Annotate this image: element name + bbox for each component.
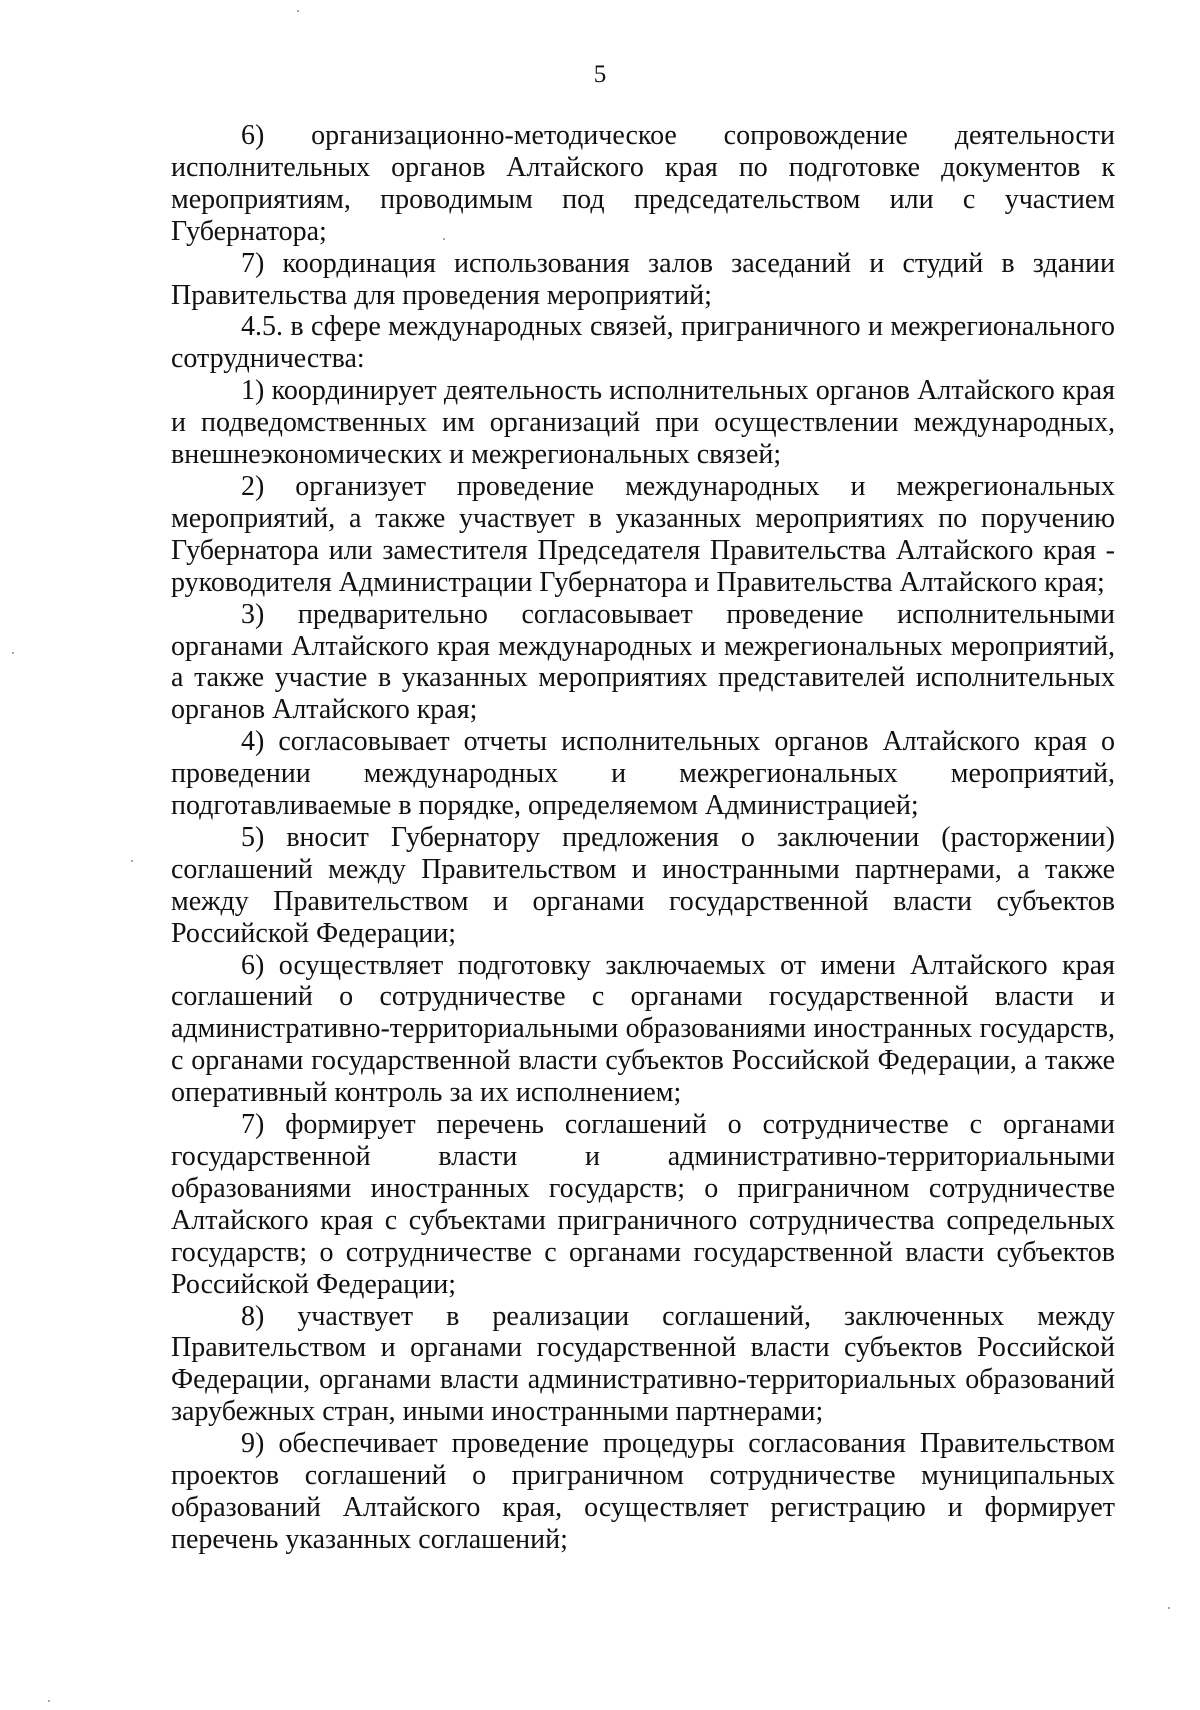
paragraph-item-9-municipal-agreements: 9) обеспечивает проведение процедуры согласования Правительством проектов соглашений о приграничном сотрудничестве муниципальных образований Алтайского края, осуществляет регистрацию и формирует перечень указанных соглашений; [171, 1428, 1115, 1555]
page-number: 5 [593, 61, 607, 88]
scan-speck [1168, 1607, 1170, 1609]
paragraph-item-6-methodical-support: 6) организационно-методическое сопровождение деятельности исполнительных органов Алтайского края по подготовке документов к мероприятиям, проводимым под председательством или с участием Губернатора; [171, 120, 1115, 247]
paragraph-item-8-implementation: 8) участвует в реализации соглашений, заключенных между Правительством и органами государственной власти субъектов Российской Федерации, органами власти административно-территориальных образований зарубежных стран, иными иностранными партнерами; [171, 1300, 1115, 1428]
paragraph-section-4-5-heading: 4.5. в сфере международных связей, приграничного и межрегионального сотрудничества: [171, 311, 1115, 375]
scan-speck [443, 238, 445, 240]
document-body [171, 120, 1115, 1556]
paragraph-item-6-agreements-preparation: 6) осуществляет подготовку заключаемых от имени Алтайского края соглашений о сотрудничестве с органами государственной власти и административно-территориальными образованиями иностранных государств, с органами государственной власти субъектов Российской Федерации, а также оперативный контроль за их исполнением; [171, 949, 1115, 1109]
scan-speck [48, 1700, 50, 1702]
paragraph-item-2-events: 2) организует проведение международных и межрегиональных мероприятий, а также участвует в указанных мероприятиях по поручению Губернатора или заместителя Председателя Правительства Алтайского края - руководителя Администрации Губернатора и Правительства Алтайского края; [171, 470, 1115, 598]
scan-speck [12, 652, 14, 654]
paragraph-item-4-reports: 4) согласовывает отчеты исполнительных органов Алтайского края о проведении международных и межрегиональных мероприятий, подготавливаемые в порядке, определяемом Администрацией; [171, 726, 1115, 822]
paragraph-item-7-agreements-list: 7) формирует перечень соглашений о сотрудничестве с органами государственной власти и административно-территориальными образованиями иностранных государств; о приграничном сотрудничестве Алтайского края с субъектами приграничного сотрудничества сопредельных государств; о сотрудничестве с органами государственной власти субъектов Российской Федерации; [171, 1109, 1115, 1300]
paragraph-item-7-halls-coordination: 7) координация использования залов заседаний и студий в здании Правительства для проведения мероприятий; [171, 247, 1115, 311]
paragraph-item-3-approval: 3) предварительно согласовывает проведение исполнительными органами Алтайского края международных и межрегиональных мероприятий, а также участие в указанных мероприятиях представителей исполнительных органов Алтайского края; [171, 598, 1115, 726]
scan-speck [131, 860, 133, 862]
paragraph-item-1-coordination: 1) координирует деятельность исполнительных органов Алтайского края и подведомственных им организаций при осуществлении международных, внешнеэкономических и межрегиональных связей; [171, 375, 1115, 471]
scan-speck [297, 10, 299, 12]
paragraph-item-5-proposals: 5) вносит Губернатору предложения о заключении (расторжении) соглашений между Правительством и иностранными партнерами, а также между Правительством и органами государственной власти субъектов Российской Федерации; [171, 821, 1115, 949]
